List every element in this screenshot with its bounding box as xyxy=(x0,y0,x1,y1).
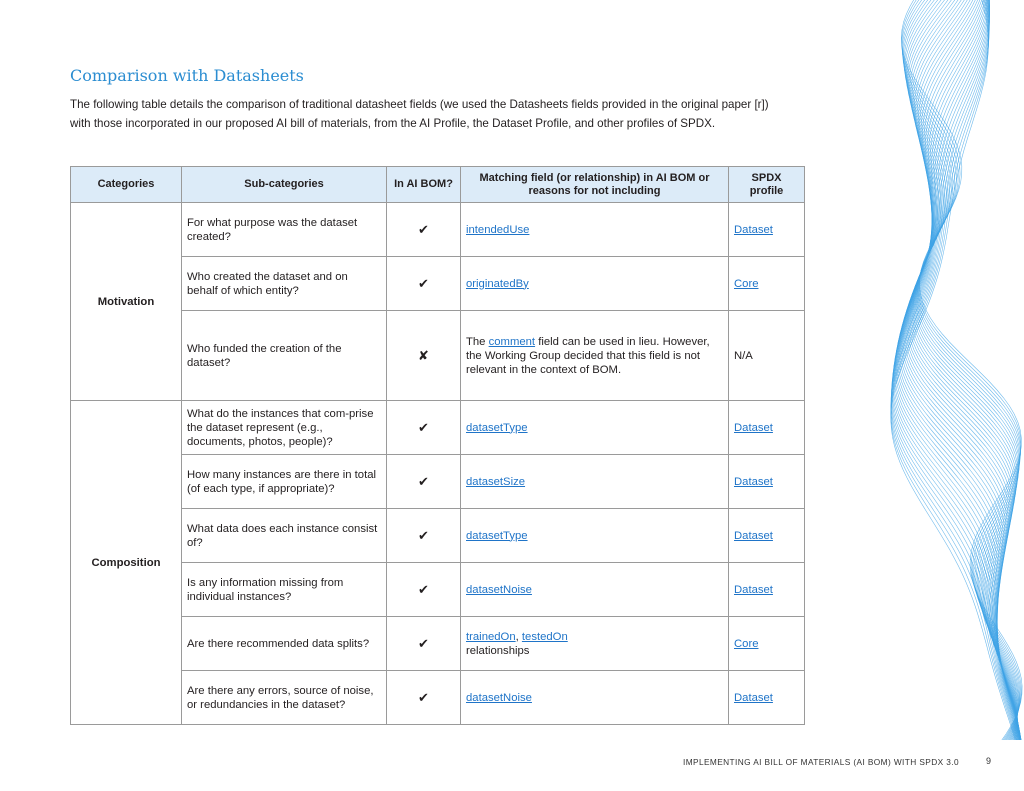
table-header-row xyxy=(71,167,805,203)
wave-line xyxy=(891,0,1020,740)
subcategory-question: Are there any errors, source of noise, or redundancies in the dataset? xyxy=(182,671,387,725)
field-link[interactable]: datasetType xyxy=(466,421,528,434)
wave-line xyxy=(900,0,1020,740)
matching-field-cell xyxy=(461,311,729,401)
header-matching-field: Matching field (or relationship) in AI BOM or reasons for not including xyxy=(461,167,729,203)
matching-field-cell xyxy=(461,455,729,509)
table-row xyxy=(71,671,805,725)
wave-line xyxy=(891,0,1021,740)
wave-line xyxy=(905,0,1018,740)
wave-line xyxy=(907,0,1018,740)
header-categories: Categories xyxy=(71,167,182,203)
matching-field-cell xyxy=(461,203,729,257)
profile-cell xyxy=(729,401,805,455)
check-icon: ✔ xyxy=(387,203,461,257)
cross-icon: ✘ xyxy=(387,311,461,401)
field-link[interactable]: datasetType xyxy=(466,529,528,542)
section-title: Comparison with Datasheets xyxy=(70,66,304,85)
field-link[interactable]: datasetNoise xyxy=(466,691,532,704)
check-icon: ✔ xyxy=(387,563,461,617)
wave-line xyxy=(892,0,1023,740)
matching-field-cell xyxy=(461,617,729,671)
subcategory-question: Is any information missing from individual instances? xyxy=(182,563,387,617)
profile-cell xyxy=(729,203,805,257)
field-link[interactable]: trainedOn xyxy=(466,630,516,643)
profile-link[interactable]: Core xyxy=(734,277,759,290)
field-link-2[interactable]: testedOn xyxy=(521,630,568,643)
table-row xyxy=(71,455,805,509)
wave-line xyxy=(892,0,1022,740)
subcategory-question: What data does each instance consist of? xyxy=(182,509,387,563)
page-number: 9 xyxy=(986,756,992,766)
wave-pattern-graphic xyxy=(849,0,1024,740)
profile-link[interactable]: Dataset xyxy=(734,583,773,596)
table-row xyxy=(71,617,805,671)
profile-cell: N/A xyxy=(729,311,805,401)
matching-field-cell xyxy=(461,563,729,617)
wave-decoration xyxy=(849,0,1024,740)
matching-field-cell xyxy=(461,401,729,455)
profile-link[interactable]: Dataset xyxy=(734,691,773,704)
subcategory-question: What do the instances that com-prise the dataset represent (e.g., documents, photos, people)? xyxy=(182,401,387,455)
matching-field-cell xyxy=(461,671,729,725)
profile-cell xyxy=(729,455,805,509)
field-link[interactable]: datasetSize xyxy=(466,475,526,488)
subcategory-question: Are there recommended data splits? xyxy=(182,617,387,671)
reason-text: field can be used in lieu. However, the Working Group decided that this field is not relevant in the context of BOM. xyxy=(466,335,710,376)
wave-line xyxy=(905,0,1019,740)
field-separator: , xyxy=(515,630,522,643)
field-link[interactable]: datasetNoise xyxy=(466,583,532,596)
table-row xyxy=(71,401,805,455)
profile-cell xyxy=(729,257,805,311)
check-icon: ✔ xyxy=(387,401,461,455)
subcategory-question: For what purpose was the dataset created? xyxy=(182,203,387,257)
profile-cell xyxy=(729,563,805,617)
reason-text-pre: The xyxy=(466,335,489,348)
profile-cell xyxy=(729,617,805,671)
check-icon: ✔ xyxy=(387,257,461,311)
table-row xyxy=(71,509,805,563)
profile-link[interactable]: Dataset xyxy=(734,475,773,488)
header-spdx-profile: SPDX profile xyxy=(729,167,805,203)
header-in-ai-bom: In AI BOM? xyxy=(387,167,461,203)
field-link[interactable]: intendedUse xyxy=(466,223,530,236)
check-icon: ✔ xyxy=(387,509,461,563)
profile-link[interactable]: Dataset xyxy=(734,529,773,542)
footer-title: IMPLEMENTING AI BILL OF MATERIALS (AI BOM) WITH SPDX 3.0 xyxy=(683,757,959,767)
subcategory-question: Who funded the creation of the dataset? xyxy=(182,311,387,401)
subcategory-question: Who created the dataset and on behalf of which entity? xyxy=(182,257,387,311)
check-icon: ✔ xyxy=(387,617,461,671)
category-motivation: Motivation xyxy=(71,203,182,401)
relationship-text: relationships xyxy=(466,644,530,657)
profile-link[interactable]: Core xyxy=(734,637,759,650)
matching-field-cell xyxy=(461,257,729,311)
profile-cell xyxy=(729,671,805,725)
header-subcategories: Sub-categories xyxy=(182,167,387,203)
table-row xyxy=(71,311,805,401)
check-icon: ✔ xyxy=(387,455,461,509)
wave-line xyxy=(907,0,1018,740)
table-row xyxy=(71,203,805,257)
check-icon: ✔ xyxy=(387,671,461,725)
intro-paragraph: The following table details the comparison of traditional datasheet fields (we used the Datasheets fields provided in the original paper [r]) with those incorporated in our proposed AI bill of materials, from the AI Profile, the Dataset Profile, and other profiles of SPDX. xyxy=(70,98,769,130)
table-row xyxy=(71,563,805,617)
profile-link[interactable]: Dataset xyxy=(734,421,773,434)
profile-cell xyxy=(729,509,805,563)
table-row xyxy=(71,257,805,311)
comparison-table xyxy=(70,166,805,725)
wave-line xyxy=(904,0,1019,740)
field-link[interactable]: comment xyxy=(488,335,536,348)
category-composition: Composition xyxy=(71,401,182,725)
matching-field-cell xyxy=(461,509,729,563)
subcategory-question: How many instances are there in total (of each type, if appropriate)? xyxy=(182,455,387,509)
profile-link[interactable]: Dataset xyxy=(734,223,773,236)
field-link[interactable]: originatedBy xyxy=(466,277,529,290)
